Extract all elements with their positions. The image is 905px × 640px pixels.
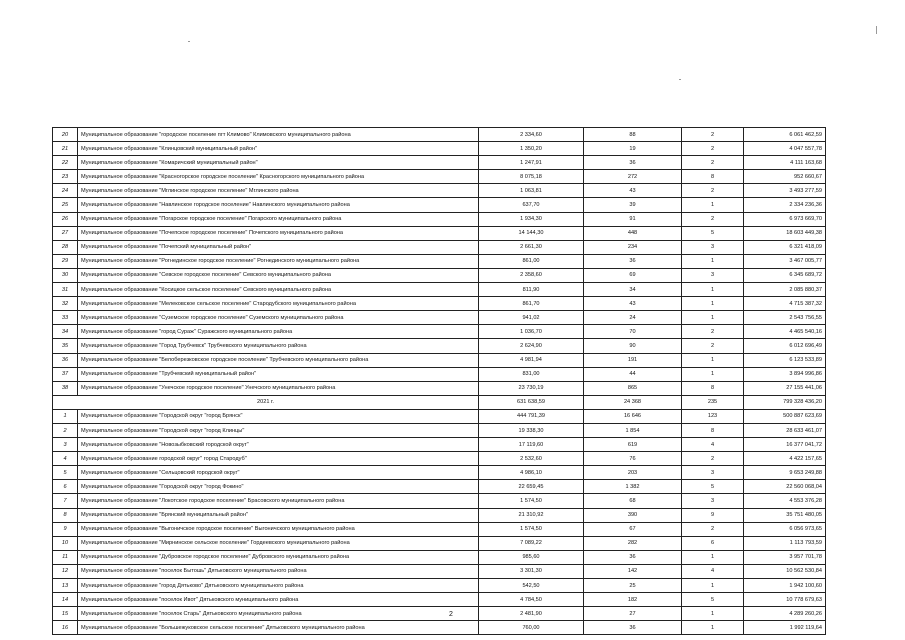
subtotal-amount: 799 328 436,20 bbox=[744, 395, 826, 409]
house-count: 1 bbox=[682, 621, 744, 635]
people-count: 191 bbox=[584, 353, 682, 367]
row-number: 7 bbox=[53, 494, 78, 508]
people-count: 390 bbox=[584, 508, 682, 522]
people-count: 24 bbox=[584, 311, 682, 325]
house-count: 4 bbox=[682, 438, 744, 452]
table-row bbox=[53, 240, 826, 254]
row-number: 31 bbox=[53, 283, 78, 297]
row-number: 12 bbox=[53, 564, 78, 578]
municipality-name: Муниципальное образование "Белоберезковское городское поселение" Трубчевского муниципального района bbox=[78, 353, 479, 367]
house-count: 1 bbox=[682, 198, 744, 212]
row-number: 33 bbox=[53, 311, 78, 325]
municipality-name: Муниципальное образование "Новозыбковский городской округ" bbox=[78, 438, 479, 452]
table-row bbox=[53, 198, 826, 212]
municipality-name: Муниципальное образование "Сельцовский городской округ" bbox=[78, 466, 479, 480]
house-count: 2 bbox=[682, 142, 744, 156]
amount-value: 1 992 119,64 bbox=[744, 621, 826, 635]
table-row bbox=[53, 466, 826, 480]
scan-mark-mid bbox=[679, 79, 681, 80]
area-value: 542,50 bbox=[479, 579, 584, 593]
municipality-name: Муниципальное образование "Погарское городское поселение" Погарского муниципального района bbox=[78, 212, 479, 226]
house-count: 1 bbox=[682, 367, 744, 381]
page-number: 2 bbox=[449, 611, 453, 618]
municipality-name: Муниципальное образование "Рогнединское городское поселение" Рогнединского муниципального района bbox=[78, 254, 479, 268]
house-count: 3 bbox=[682, 268, 744, 282]
table-row bbox=[53, 353, 826, 367]
row-number: 10 bbox=[53, 536, 78, 550]
municipality-name: Муниципальное образование "Суземское городское поселение" Суземского муниципального района bbox=[78, 311, 479, 325]
people-count: 282 bbox=[584, 536, 682, 550]
municipality-name: Муниципальное образование "Трубчевский муниципальный район" bbox=[78, 367, 479, 381]
row-number: 37 bbox=[53, 367, 78, 381]
row-number: 15 bbox=[53, 607, 78, 621]
people-count: 70 bbox=[584, 325, 682, 339]
table-row bbox=[53, 423, 826, 437]
table-row bbox=[53, 480, 826, 494]
people-count: 39 bbox=[584, 198, 682, 212]
municipality-name: Муниципальное образование "Навлинское городское поселение" Навлинского муниципального района bbox=[78, 198, 479, 212]
municipality-name: Муниципальное образование "городское поселение пгт Климово" Климовского муниципального района bbox=[78, 128, 479, 142]
house-count: 4 bbox=[682, 564, 744, 578]
area-value: 1 247,91 bbox=[479, 156, 584, 170]
house-count: 2 bbox=[682, 184, 744, 198]
amount-value: 6 056 973,65 bbox=[744, 522, 826, 536]
house-count: 2 bbox=[682, 339, 744, 353]
row-number: 11 bbox=[53, 550, 78, 564]
table-row bbox=[53, 254, 826, 268]
row-number: 38 bbox=[53, 381, 78, 395]
area-value: 861,00 bbox=[479, 254, 584, 268]
people-count: 142 bbox=[584, 564, 682, 578]
amount-value: 6 123 533,89 bbox=[744, 353, 826, 367]
people-count: 68 bbox=[584, 494, 682, 508]
municipality-name: Муниципальное образование "Большежуковское сельское поселение" Дятьковского муниципального района bbox=[78, 621, 479, 635]
row-number: 35 bbox=[53, 339, 78, 353]
table-section-2020 bbox=[53, 128, 826, 396]
house-count: 8 bbox=[682, 381, 744, 395]
table-row bbox=[53, 381, 826, 395]
people-count: 36 bbox=[584, 156, 682, 170]
people-count: 25 bbox=[584, 579, 682, 593]
area-value: 637,70 bbox=[479, 198, 584, 212]
area-value: 8 075,18 bbox=[479, 170, 584, 184]
area-value: 2 624,90 bbox=[479, 339, 584, 353]
people-count: 619 bbox=[584, 438, 682, 452]
municipality-name: Муниципальное образование "Выгоничское городское поселение" Выгоничского муниципального района bbox=[78, 522, 479, 536]
amount-value: 22 560 068,04 bbox=[744, 480, 826, 494]
people-count: 448 bbox=[584, 226, 682, 240]
house-count: 9 bbox=[682, 508, 744, 522]
row-number: 13 bbox=[53, 579, 78, 593]
amount-value: 1 113 793,59 bbox=[744, 536, 826, 550]
area-value: 19 338,30 bbox=[479, 423, 584, 437]
row-number: 27 bbox=[53, 226, 78, 240]
municipality-name: Муниципальное образование "Почепское городское поселение" Почепского муниципального района bbox=[78, 226, 479, 240]
house-count: 6 bbox=[682, 536, 744, 550]
house-count: 5 bbox=[682, 226, 744, 240]
amount-value: 952 660,67 bbox=[744, 170, 826, 184]
amount-value: 18 603 449,38 bbox=[744, 226, 826, 240]
area-value: 985,60 bbox=[479, 550, 584, 564]
area-value: 4 986,10 bbox=[479, 466, 584, 480]
table-row bbox=[53, 607, 826, 621]
subtotal-area: 631 638,59 bbox=[479, 395, 584, 409]
municipality-name: Муниципальное образование "Брянский муниципальный район" bbox=[78, 508, 479, 522]
people-count: 69 bbox=[584, 268, 682, 282]
municipal-table bbox=[52, 127, 826, 635]
house-count: 8 bbox=[682, 170, 744, 184]
house-count: 1 bbox=[682, 283, 744, 297]
house-count: 2 bbox=[682, 452, 744, 466]
house-count: 1 bbox=[682, 550, 744, 564]
table-row bbox=[53, 452, 826, 466]
municipality-name: Муниципальное образование "Городской округ "город Клинцы" bbox=[78, 423, 479, 437]
amount-value: 2 543 756,55 bbox=[744, 311, 826, 325]
area-value: 2 334,60 bbox=[479, 128, 584, 142]
house-count: 1 bbox=[682, 607, 744, 621]
amount-value: 6 345 689,72 bbox=[744, 268, 826, 282]
people-count: 44 bbox=[584, 367, 682, 381]
scan-mark-right bbox=[876, 26, 877, 34]
row-number: 26 bbox=[53, 212, 78, 226]
table-row bbox=[53, 339, 826, 353]
people-count: 67 bbox=[584, 522, 682, 536]
row-number: 21 bbox=[53, 142, 78, 156]
house-count: 2 bbox=[682, 212, 744, 226]
amount-value: 10 562 530,84 bbox=[744, 564, 826, 578]
row-number: 9 bbox=[53, 522, 78, 536]
house-count: 3 bbox=[682, 466, 744, 480]
area-value: 2 532,60 bbox=[479, 452, 584, 466]
table-row bbox=[53, 184, 826, 198]
subtotal-row bbox=[53, 395, 826, 409]
row-number: 1 bbox=[53, 409, 78, 423]
row-number: 2 bbox=[53, 423, 78, 437]
people-count: 91 bbox=[584, 212, 682, 226]
amount-value: 4 715 387,32 bbox=[744, 297, 826, 311]
amount-value: 6 321 418,09 bbox=[744, 240, 826, 254]
municipality-name: Муниципальное образование "Городской округ "город Брянск" bbox=[78, 409, 479, 423]
people-count: 182 bbox=[584, 593, 682, 607]
municipality-name: Муниципальное образование "Город Трубчевск" Трубчевского муниципального района bbox=[78, 339, 479, 353]
house-count: 1 bbox=[682, 254, 744, 268]
table-row bbox=[53, 522, 826, 536]
year-label: 2021 г. bbox=[53, 395, 479, 409]
row-number: 25 bbox=[53, 198, 78, 212]
area-value: 17 119,60 bbox=[479, 438, 584, 452]
amount-value: 9 653 249,88 bbox=[744, 466, 826, 480]
municipality-name: Муниципальное образование "Городской округ "город Фокино" bbox=[78, 480, 479, 494]
row-number: 24 bbox=[53, 184, 78, 198]
row-number: 22 bbox=[53, 156, 78, 170]
municipality-name: Муниципальное образование "Клинцовский муниципальный район" bbox=[78, 142, 479, 156]
people-count: 36 bbox=[584, 550, 682, 564]
amount-value: 4 553 376,28 bbox=[744, 494, 826, 508]
municipality-name: Муниципальное образование "Комаричский муниципальный район" bbox=[78, 156, 479, 170]
area-value: 3 301,30 bbox=[479, 564, 584, 578]
row-number: 23 bbox=[53, 170, 78, 184]
area-value: 4 981,94 bbox=[479, 353, 584, 367]
area-value: 21 310,92 bbox=[479, 508, 584, 522]
area-value: 861,70 bbox=[479, 297, 584, 311]
people-count: 36 bbox=[584, 621, 682, 635]
people-count: 34 bbox=[584, 283, 682, 297]
area-value: 831,00 bbox=[479, 367, 584, 381]
table-row bbox=[53, 170, 826, 184]
area-value: 2 481,90 bbox=[479, 607, 584, 621]
table-row bbox=[53, 550, 826, 564]
people-count: 36 bbox=[584, 254, 682, 268]
municipality-name: Муниципальное образование "поселок Бытошь" Дятьковского муниципального района bbox=[78, 564, 479, 578]
house-count: 3 bbox=[682, 494, 744, 508]
row-number: 36 bbox=[53, 353, 78, 367]
people-count: 865 bbox=[584, 381, 682, 395]
row-number: 8 bbox=[53, 508, 78, 522]
municipality-name: Муниципальное образование "Почепский муниципальный район" bbox=[78, 240, 479, 254]
row-number: 29 bbox=[53, 254, 78, 268]
area-value: 1 574,50 bbox=[479, 494, 584, 508]
amount-value: 16 377 041,72 bbox=[744, 438, 826, 452]
table-row bbox=[53, 564, 826, 578]
area-value: 2 358,60 bbox=[479, 268, 584, 282]
municipality-name: Муниципальное образование "город Сураж" Суражского муниципального района bbox=[78, 325, 479, 339]
area-value: 1 063,81 bbox=[479, 184, 584, 198]
amount-value: 4 289 260,26 bbox=[744, 607, 826, 621]
people-count: 16 646 bbox=[584, 409, 682, 423]
area-value: 22 659,45 bbox=[479, 480, 584, 494]
people-count: 43 bbox=[584, 297, 682, 311]
area-value: 1 574,50 bbox=[479, 522, 584, 536]
table-row bbox=[53, 494, 826, 508]
people-count: 90 bbox=[584, 339, 682, 353]
house-count: 123 bbox=[682, 409, 744, 423]
amount-value: 6 012 696,49 bbox=[744, 339, 826, 353]
amount-value: 500 887 623,69 bbox=[744, 409, 826, 423]
row-number: 14 bbox=[53, 593, 78, 607]
amount-value: 4 111 163,68 bbox=[744, 156, 826, 170]
people-count: 1 854 bbox=[584, 423, 682, 437]
scan-mark-top bbox=[188, 41, 190, 42]
amount-value: 35 751 480,05 bbox=[744, 508, 826, 522]
people-count: 272 bbox=[584, 170, 682, 184]
municipality-name: Муниципальное образование "Мирнинское сельское поселение" Гордеевского муниципального района bbox=[78, 536, 479, 550]
municipality-name: Муниципальное образование "Косицкое сельское поселение" Севского муниципального района bbox=[78, 283, 479, 297]
municipality-name: Муниципальное образование "Локотское городское поселение" Брасовского муниципального района bbox=[78, 494, 479, 508]
table-row bbox=[53, 579, 826, 593]
people-count: 203 bbox=[584, 466, 682, 480]
house-count: 1 bbox=[682, 353, 744, 367]
people-count: 1 382 bbox=[584, 480, 682, 494]
amount-value: 28 633 461,07 bbox=[744, 423, 826, 437]
area-value: 444 791,39 bbox=[479, 409, 584, 423]
area-value: 1 350,20 bbox=[479, 142, 584, 156]
area-value: 7 089,22 bbox=[479, 536, 584, 550]
people-count: 19 bbox=[584, 142, 682, 156]
table-row bbox=[53, 142, 826, 156]
amount-value: 4 047 557,78 bbox=[744, 142, 826, 156]
table-row bbox=[53, 156, 826, 170]
house-count: 1 bbox=[682, 297, 744, 311]
table-row bbox=[53, 367, 826, 381]
subtotal-people: 24 368 bbox=[584, 395, 682, 409]
table-row bbox=[53, 128, 826, 142]
municipality-name: Муниципальное образование "Унечское городское поселение" Унечского муниципального района bbox=[78, 381, 479, 395]
row-number: 34 bbox=[53, 325, 78, 339]
people-count: 88 bbox=[584, 128, 682, 142]
house-count: 2 bbox=[682, 522, 744, 536]
row-number: 4 bbox=[53, 452, 78, 466]
area-value: 14 144,30 bbox=[479, 226, 584, 240]
municipality-name: Муниципальное образование городской округ" город Стародуб" bbox=[78, 452, 479, 466]
table-row bbox=[53, 438, 826, 452]
row-number: 28 bbox=[53, 240, 78, 254]
table-row bbox=[53, 621, 826, 635]
table-row bbox=[53, 409, 826, 423]
table-row bbox=[53, 508, 826, 522]
table-row bbox=[53, 311, 826, 325]
row-number: 5 bbox=[53, 466, 78, 480]
row-number: 32 bbox=[53, 297, 78, 311]
amount-value: 6 973 669,70 bbox=[744, 212, 826, 226]
amount-value: 2 085 880,37 bbox=[744, 283, 826, 297]
row-number: 3 bbox=[53, 438, 78, 452]
municipality-name: Муниципальное образование "поселок Старь" Дятьковского муниципального района bbox=[78, 607, 479, 621]
municipality-name: Муниципальное образование "Мелековское сельское поселение" Стародубского муниципального района bbox=[78, 297, 479, 311]
area-value: 1 934,30 bbox=[479, 212, 584, 226]
area-value: 941,02 bbox=[479, 311, 584, 325]
row-number: 6 bbox=[53, 480, 78, 494]
amount-value: 2 334 236,36 bbox=[744, 198, 826, 212]
house-count: 1 bbox=[682, 311, 744, 325]
municipality-name: Муниципальное образование "Красногорское городское поселение" Красногорского муниципального района bbox=[78, 170, 479, 184]
amount-value: 3 467 005,77 bbox=[744, 254, 826, 268]
table-row bbox=[53, 226, 826, 240]
area-value: 760,00 bbox=[479, 621, 584, 635]
table-row bbox=[53, 325, 826, 339]
house-count: 2 bbox=[682, 325, 744, 339]
area-value: 1 036,70 bbox=[479, 325, 584, 339]
amount-value: 6 061 462,59 bbox=[744, 128, 826, 142]
area-value: 811,90 bbox=[479, 283, 584, 297]
amount-value: 4 465 540,16 bbox=[744, 325, 826, 339]
row-number: 30 bbox=[53, 268, 78, 282]
table-row bbox=[53, 283, 826, 297]
table-row bbox=[53, 268, 826, 282]
table-row bbox=[53, 536, 826, 550]
table-row bbox=[53, 212, 826, 226]
row-number: 16 bbox=[53, 621, 78, 635]
area-value: 4 784,50 bbox=[479, 593, 584, 607]
table-row bbox=[53, 297, 826, 311]
house-count: 8 bbox=[682, 423, 744, 437]
house-count: 3 bbox=[682, 240, 744, 254]
house-count: 2 bbox=[682, 156, 744, 170]
municipality-name: Муниципальное образование "Мглинское городское поселение" Мглинского района bbox=[78, 184, 479, 198]
amount-value: 10 778 679,63 bbox=[744, 593, 826, 607]
people-count: 43 bbox=[584, 184, 682, 198]
subtotal-count: 235 bbox=[682, 395, 744, 409]
area-value: 2 661,30 bbox=[479, 240, 584, 254]
amount-value: 27 155 441,06 bbox=[744, 381, 826, 395]
house-count: 5 bbox=[682, 480, 744, 494]
people-count: 27 bbox=[584, 607, 682, 621]
table-section-2021 bbox=[53, 409, 826, 635]
house-count: 5 bbox=[682, 593, 744, 607]
row-number: 20 bbox=[53, 128, 78, 142]
amount-value: 1 942 100,60 bbox=[744, 579, 826, 593]
table-subtotal bbox=[53, 395, 826, 409]
amount-value: 3 493 277,59 bbox=[744, 184, 826, 198]
amount-value: 4 422 157,65 bbox=[744, 452, 826, 466]
house-count: 1 bbox=[682, 579, 744, 593]
area-value: 23 730,19 bbox=[479, 381, 584, 395]
municipality-name: Муниципальное образование "Севское городское поселение" Севского муниципального района bbox=[78, 268, 479, 282]
people-count: 234 bbox=[584, 240, 682, 254]
table-row bbox=[53, 593, 826, 607]
people-count: 76 bbox=[584, 452, 682, 466]
amount-value: 3 957 701,78 bbox=[744, 550, 826, 564]
municipality-name: Муниципальное образование "поселок Ивот" Дятьковского муниципального района bbox=[78, 593, 479, 607]
house-count: 2 bbox=[682, 128, 744, 142]
amount-value: 3 894 996,86 bbox=[744, 367, 826, 381]
municipality-name: Муниципальное образование "город Дятьково" Дятьковского муниципального района bbox=[78, 579, 479, 593]
municipality-name: Муниципальное образование "Дубровское городское поселение" Дубровского муниципального района bbox=[78, 550, 479, 564]
